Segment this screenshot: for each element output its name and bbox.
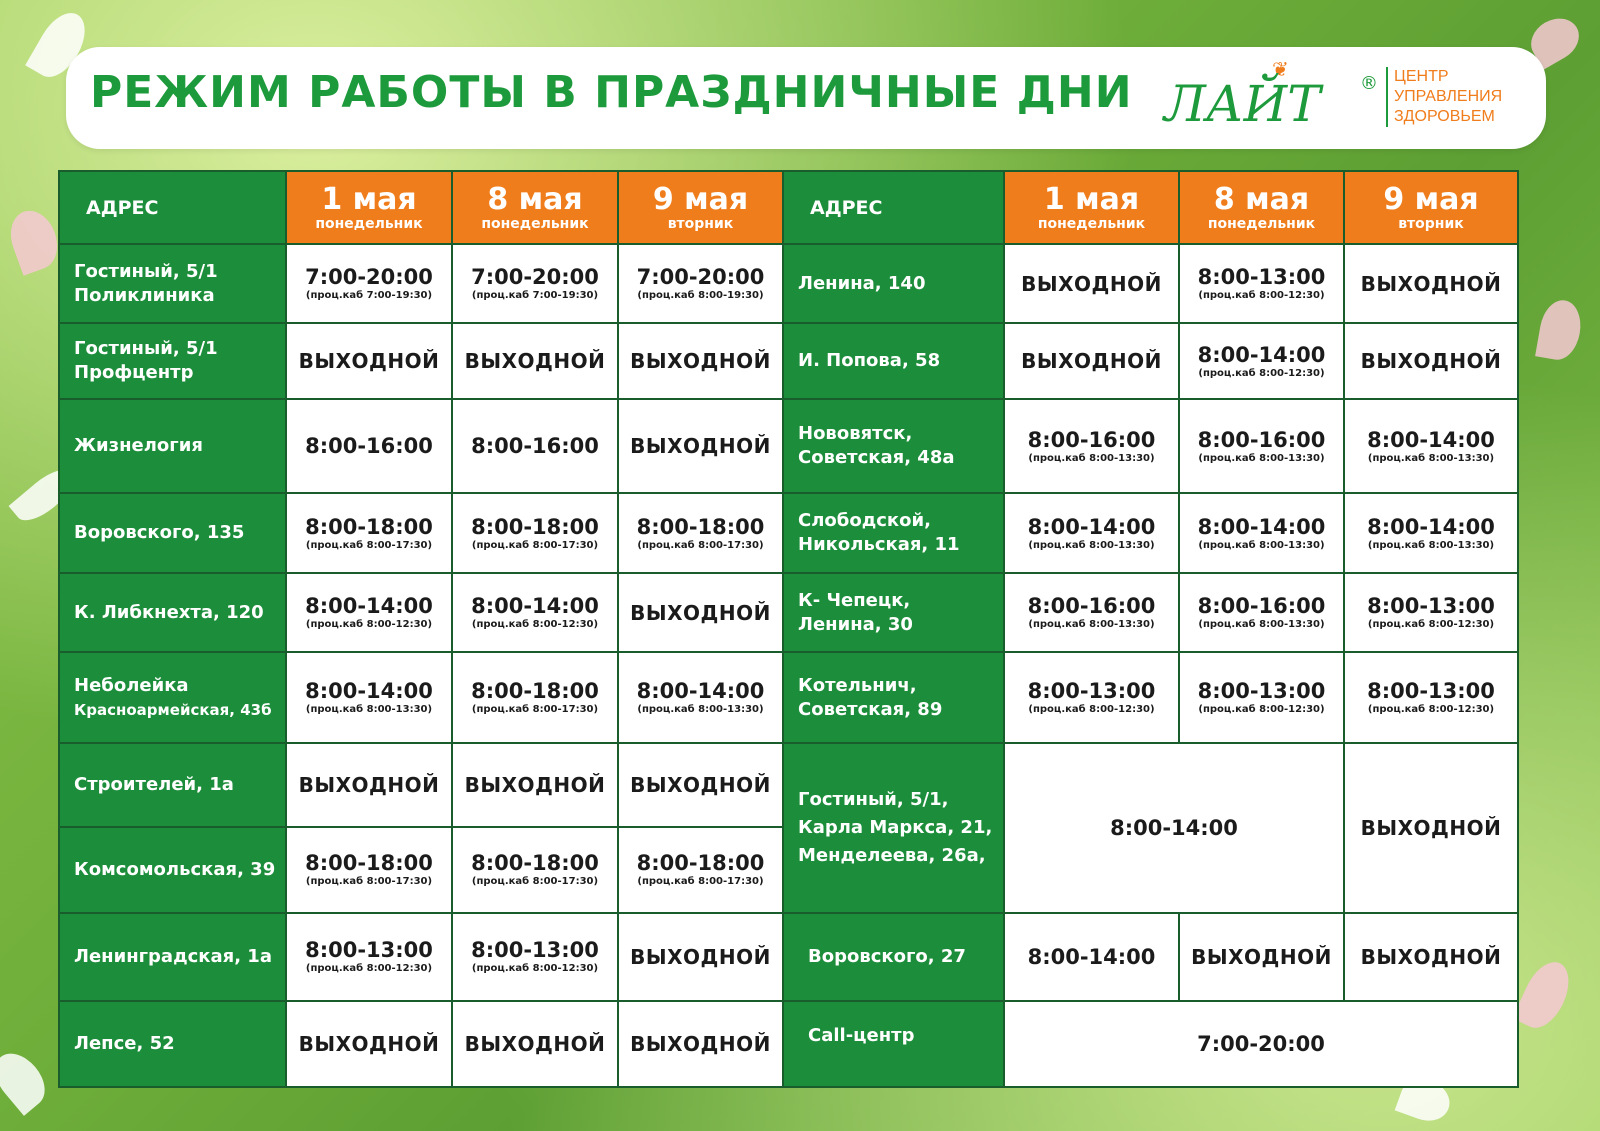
table-row	[59, 652, 1518, 743]
hours-cell	[1004, 913, 1179, 1002]
day-off-cell: ВЫХОДНОЙ	[618, 323, 783, 400]
address-line: Карла Маркса, 21,	[798, 816, 993, 838]
address-cell	[59, 827, 286, 913]
hours-text: 7:00-20:00	[636, 265, 765, 290]
header-banner	[66, 47, 1546, 149]
hours-text: 8:00-14:00	[305, 679, 433, 704]
procedure-hours: (проц.каб 8:00-13:30)	[637, 704, 764, 716]
hours-text: 8:00-16:00	[1027, 594, 1156, 619]
hours-text: 8:00-13:00	[1197, 265, 1326, 290]
hours-cell	[286, 493, 452, 573]
procedure-hours: (проц.каб 7:00-19:30)	[305, 290, 433, 302]
hours-cell	[452, 244, 618, 323]
hours-cell	[1179, 323, 1344, 400]
day-off-cell: ВЫХОДНОЙ	[452, 1001, 618, 1087]
table-row	[59, 1001, 1518, 1087]
hours-text: 8:00-16:00	[1197, 427, 1326, 452]
hours-text: 8:00-13:00	[471, 938, 599, 963]
address-cell	[783, 743, 1004, 912]
procedure-hours: (проц.каб 8:00-13:30)	[1028, 619, 1155, 631]
hours-text: 8:00-14:00	[1110, 815, 1238, 840]
day-label: 1 мая	[321, 181, 417, 217]
procedure-hours: (проц.каб 8:00-17:30)	[637, 876, 764, 888]
hours-text: 8:00-16:00	[471, 434, 599, 459]
hours-cell	[1179, 399, 1344, 493]
address-cell	[783, 399, 1004, 493]
column-header-day	[618, 171, 783, 244]
address-line: Комсомольская, 39	[74, 858, 276, 880]
address-line: Никольская, 11	[798, 534, 960, 556]
weekday-label: вторник	[1398, 215, 1464, 232]
hours-text: 8:00-18:00	[471, 851, 599, 876]
petal-decoration	[1535, 297, 1585, 363]
procedure-hours: (проц.каб 8:00-13:30)	[1028, 452, 1155, 464]
address-cell	[59, 652, 286, 743]
logo-wordmark: ЛАЙТ	[1164, 75, 1321, 133]
address-cell	[59, 493, 286, 573]
weekday-label: понедельник	[315, 215, 423, 232]
logo-tagline-line: ЗДОРОВЬЕМ	[1394, 108, 1495, 125]
hours-text: 7:00-20:00	[1197, 1032, 1325, 1057]
address-line: Неболейка	[74, 674, 189, 696]
hours-cell	[286, 573, 452, 653]
address-line: Менделеева, 26а,	[798, 844, 986, 866]
address-line: Воровского, 135	[74, 522, 245, 544]
hours-text: 8:00-14:00	[1197, 514, 1326, 539]
logo-tagline	[1386, 67, 1514, 127]
address-cell	[59, 1001, 286, 1087]
hours-cell	[1004, 652, 1179, 743]
hours-cell	[1179, 652, 1344, 743]
hours-cell	[1344, 493, 1518, 573]
hours-cell	[618, 244, 783, 323]
procedure-hours: (проц.каб 8:00-17:30)	[471, 704, 599, 716]
address-line: К- Чепецк,	[798, 589, 911, 611]
address-cell	[783, 913, 1004, 1002]
address-line: Строителей, 1а	[74, 774, 234, 796]
petal-decoration	[0, 1044, 55, 1116]
day-off-cell: ВЫХОДНОЙ	[618, 1001, 783, 1087]
hours-cell	[286, 652, 452, 743]
procedure-hours: (проц.каб 8:00-13:30)	[305, 704, 433, 716]
address-line: Воровского, 27	[808, 945, 966, 967]
table-row	[59, 573, 1518, 653]
hours-text: 8:00-13:00	[1367, 679, 1495, 704]
schedule-table	[58, 170, 1519, 1088]
hours-cell	[452, 652, 618, 743]
day-off-cell: ВЫХОДНОЙ	[618, 743, 783, 827]
column-header-day	[1004, 171, 1179, 244]
hours-text: 8:00-18:00	[471, 679, 599, 704]
address-cell	[59, 399, 286, 493]
address-line: Жизнелогия	[74, 435, 203, 457]
address-line: К. Либкнехта, 120	[74, 601, 264, 623]
hours-cell	[452, 913, 618, 1002]
hours-cell	[1179, 493, 1344, 573]
column-header-address: АДРЕС	[783, 171, 1004, 244]
procedure-hours: (проц.каб 8:00-17:30)	[471, 876, 599, 888]
butterfly-icon: ❦	[1272, 57, 1289, 81]
address-cell	[783, 1001, 1004, 1087]
hours-text: 7:00-20:00	[471, 265, 599, 290]
registered-mark: ®	[1360, 73, 1378, 94]
hours-text: 8:00-14:00	[1197, 342, 1326, 367]
table-row	[59, 244, 1518, 323]
day-off-cell: ВЫХОДНОЙ	[1344, 913, 1518, 1002]
petal-decoration	[3, 204, 65, 275]
hours-cell	[1344, 573, 1518, 653]
header-row	[59, 171, 1518, 244]
day-off-cell: ВЫХОДНОЙ	[1344, 323, 1518, 400]
hours-cell	[452, 827, 618, 913]
day-off-cell: ВЫХОДНОЙ	[286, 743, 452, 827]
hours-cell	[452, 573, 618, 653]
day-off-cell: ВЫХОДНОЙ	[1344, 743, 1518, 912]
procedure-hours: (проц.каб 8:00-13:30)	[1198, 619, 1325, 631]
hours-text: 8:00-13:00	[1197, 679, 1326, 704]
day-off-cell: ВЫХОДНОЙ	[286, 323, 452, 400]
column-header-day	[1344, 171, 1518, 244]
day-label: 8 мая	[487, 181, 583, 217]
table-row	[59, 743, 1518, 827]
table-row	[59, 913, 1518, 1002]
address-cell	[59, 743, 286, 827]
address-line: Нововятск,	[798, 423, 913, 445]
procedure-hours: (проц.каб 8:00-12:30)	[1028, 704, 1155, 716]
day-off-cell: ВЫХОДНОЙ	[286, 1001, 452, 1087]
procedure-hours: (проц.каб 8:00-12:30)	[1198, 704, 1325, 716]
procedure-hours: (проц.каб 8:00-19:30)	[637, 290, 764, 302]
address-cell	[59, 323, 286, 400]
address-line: Call-центр	[808, 1025, 915, 1047]
address-cell	[783, 244, 1004, 323]
weekday-label: понедельник	[1207, 215, 1316, 232]
address-cell	[59, 913, 286, 1002]
hours-cell	[452, 399, 618, 493]
day-off-cell: ВЫХОДНОЙ	[1344, 244, 1518, 323]
day-label: 8 мая	[1213, 181, 1310, 217]
address-line: Красноармейская, 43б	[74, 700, 272, 719]
brand-logo	[1164, 57, 1504, 139]
address-cell	[783, 493, 1004, 573]
address-line: Гостиный, 5/1	[74, 260, 218, 282]
logo-tagline-line: ЦЕНТР	[1394, 68, 1449, 85]
day-off-cell: ВЫХОДНОЙ	[1004, 244, 1179, 323]
address-line: И. Попова, 58	[798, 350, 941, 372]
hours-text: 8:00-13:00	[1367, 594, 1495, 619]
day-off-cell: ВЫХОДНОЙ	[452, 743, 618, 827]
table-row	[59, 399, 1518, 493]
hours-cell	[618, 827, 783, 913]
day-label: 9 мая	[652, 181, 749, 217]
table-row	[59, 323, 1518, 400]
procedure-hours: (проц.каб 7:00-19:30)	[471, 290, 599, 302]
column-header-address: АДРЕС	[59, 171, 286, 244]
address-line: Гостиный, 5/1	[74, 338, 218, 360]
day-off-cell: ВЫХОДНОЙ	[618, 573, 783, 653]
address-line: Ленина, 140	[798, 272, 926, 294]
address-line: Профцентр	[74, 362, 194, 384]
petal-decoration	[1512, 955, 1578, 1035]
address-line: Лепсе, 52	[74, 1033, 175, 1055]
hours-cell	[1004, 573, 1179, 653]
hours-text: 8:00-13:00	[305, 938, 433, 963]
hours-cell	[1179, 573, 1344, 653]
procedure-hours: (проц.каб 8:00-12:30)	[471, 619, 599, 631]
hours-text: 8:00-18:00	[636, 514, 765, 539]
procedure-hours: (проц.каб 8:00-12:30)	[1198, 290, 1325, 302]
address-line: Слободской,	[798, 510, 931, 532]
address-line: Котельнич,	[798, 674, 917, 696]
procedure-hours: (проц.каб 8:00-13:30)	[1367, 452, 1495, 464]
procedure-hours: (проц.каб 8:00-12:30)	[471, 963, 599, 975]
hours-cell	[286, 399, 452, 493]
table-row	[59, 493, 1518, 573]
hours-text: 8:00-13:00	[1027, 679, 1156, 704]
address-cell	[783, 323, 1004, 400]
hours-text: 8:00-14:00	[1367, 427, 1495, 452]
day-off-cell: ВЫХОДНОЙ	[618, 913, 783, 1002]
hours-cell	[1344, 399, 1518, 493]
column-header-day	[1179, 171, 1344, 244]
hours-text: 8:00-18:00	[305, 514, 433, 539]
hours-text: 8:00-14:00	[1027, 514, 1156, 539]
column-header-day	[286, 171, 452, 244]
hours-text: 8:00-16:00	[1027, 427, 1156, 452]
day-label: 1 мая	[1043, 181, 1140, 217]
hours-cell	[1004, 399, 1179, 493]
hours-cell	[618, 493, 783, 573]
procedure-hours: (проц.каб 8:00-12:30)	[305, 963, 433, 975]
procedure-hours: (проц.каб 8:00-13:30)	[1367, 539, 1495, 551]
weekday-label: вторник	[667, 215, 734, 232]
hours-text: 8:00-18:00	[636, 851, 765, 876]
hours-text: 7:00-20:00	[305, 265, 433, 290]
address-line: Советская, 48а	[798, 447, 955, 469]
procedure-hours: (проц.каб 8:00-12:30)	[1198, 367, 1325, 379]
address-cell	[783, 573, 1004, 653]
hours-text: 8:00-14:00	[471, 594, 599, 619]
day-off-cell: ВЫХОДНОЙ	[1004, 323, 1179, 400]
page-title: РЕЖИМ РАБОТЫ В ПРАЗДНИЧНЫЕ ДНИ	[90, 67, 1133, 118]
procedure-hours: (проц.каб 8:00-12:30)	[1367, 704, 1495, 716]
hours-text: 8:00-14:00	[1027, 944, 1156, 969]
hours-cell	[286, 244, 452, 323]
hours-cell	[452, 493, 618, 573]
procedure-hours: (проц.каб 8:00-13:30)	[1198, 539, 1325, 551]
hours-text: 8:00-14:00	[636, 679, 765, 704]
hours-cell	[1179, 244, 1344, 323]
hours-text: 8:00-14:00	[305, 594, 433, 619]
address-line: Гостиный, 5/1,	[798, 788, 949, 810]
day-off-cell: ВЫХОДНОЙ	[618, 399, 783, 493]
hours-cell	[1004, 493, 1179, 573]
day-label: 9 мая	[1383, 181, 1479, 217]
hours-cell	[618, 652, 783, 743]
address-cell	[59, 573, 286, 653]
hours-cell	[1004, 1001, 1518, 1087]
address-line: Советская, 89	[798, 698, 943, 720]
hours-cell	[1004, 743, 1344, 912]
procedure-hours: (проц.каб 8:00-17:30)	[305, 539, 433, 551]
procedure-hours: (проц.каб 8:00-13:30)	[1198, 452, 1325, 464]
address-line: Поликлиника	[74, 284, 215, 306]
procedure-hours: (проц.каб 8:00-17:30)	[471, 539, 599, 551]
procedure-hours: (проц.каб 8:00-17:30)	[637, 539, 764, 551]
column-header-day	[452, 171, 618, 244]
hours-text: 8:00-18:00	[471, 514, 599, 539]
hours-cell	[286, 913, 452, 1002]
address-cell	[783, 652, 1004, 743]
hours-text: 8:00-14:00	[1367, 514, 1495, 539]
address-line: Ленина, 30	[798, 613, 913, 635]
hours-text: 8:00-16:00	[305, 434, 433, 459]
procedure-hours: (проц.каб 8:00-12:30)	[1367, 619, 1495, 631]
day-off-cell: ВЫХОДНОЙ	[1179, 913, 1344, 1002]
logo-tagline-line: УПРАВЛЕНИЯ	[1394, 88, 1503, 105]
procedure-hours: (проц.каб 8:00-13:30)	[1028, 539, 1155, 551]
hours-cell	[286, 827, 452, 913]
procedure-hours: (проц.каб 8:00-17:30)	[305, 876, 433, 888]
hours-text: 8:00-18:00	[305, 851, 433, 876]
address-line: Ленинградская, 1а	[74, 945, 272, 967]
procedure-hours: (проц.каб 8:00-12:30)	[305, 619, 433, 631]
address-cell	[59, 244, 286, 323]
weekday-label: понедельник	[1037, 215, 1146, 232]
hours-cell	[1344, 652, 1518, 743]
weekday-label: понедельник	[481, 215, 589, 232]
hours-text: 8:00-16:00	[1197, 594, 1326, 619]
day-off-cell: ВЫХОДНОЙ	[452, 323, 618, 400]
